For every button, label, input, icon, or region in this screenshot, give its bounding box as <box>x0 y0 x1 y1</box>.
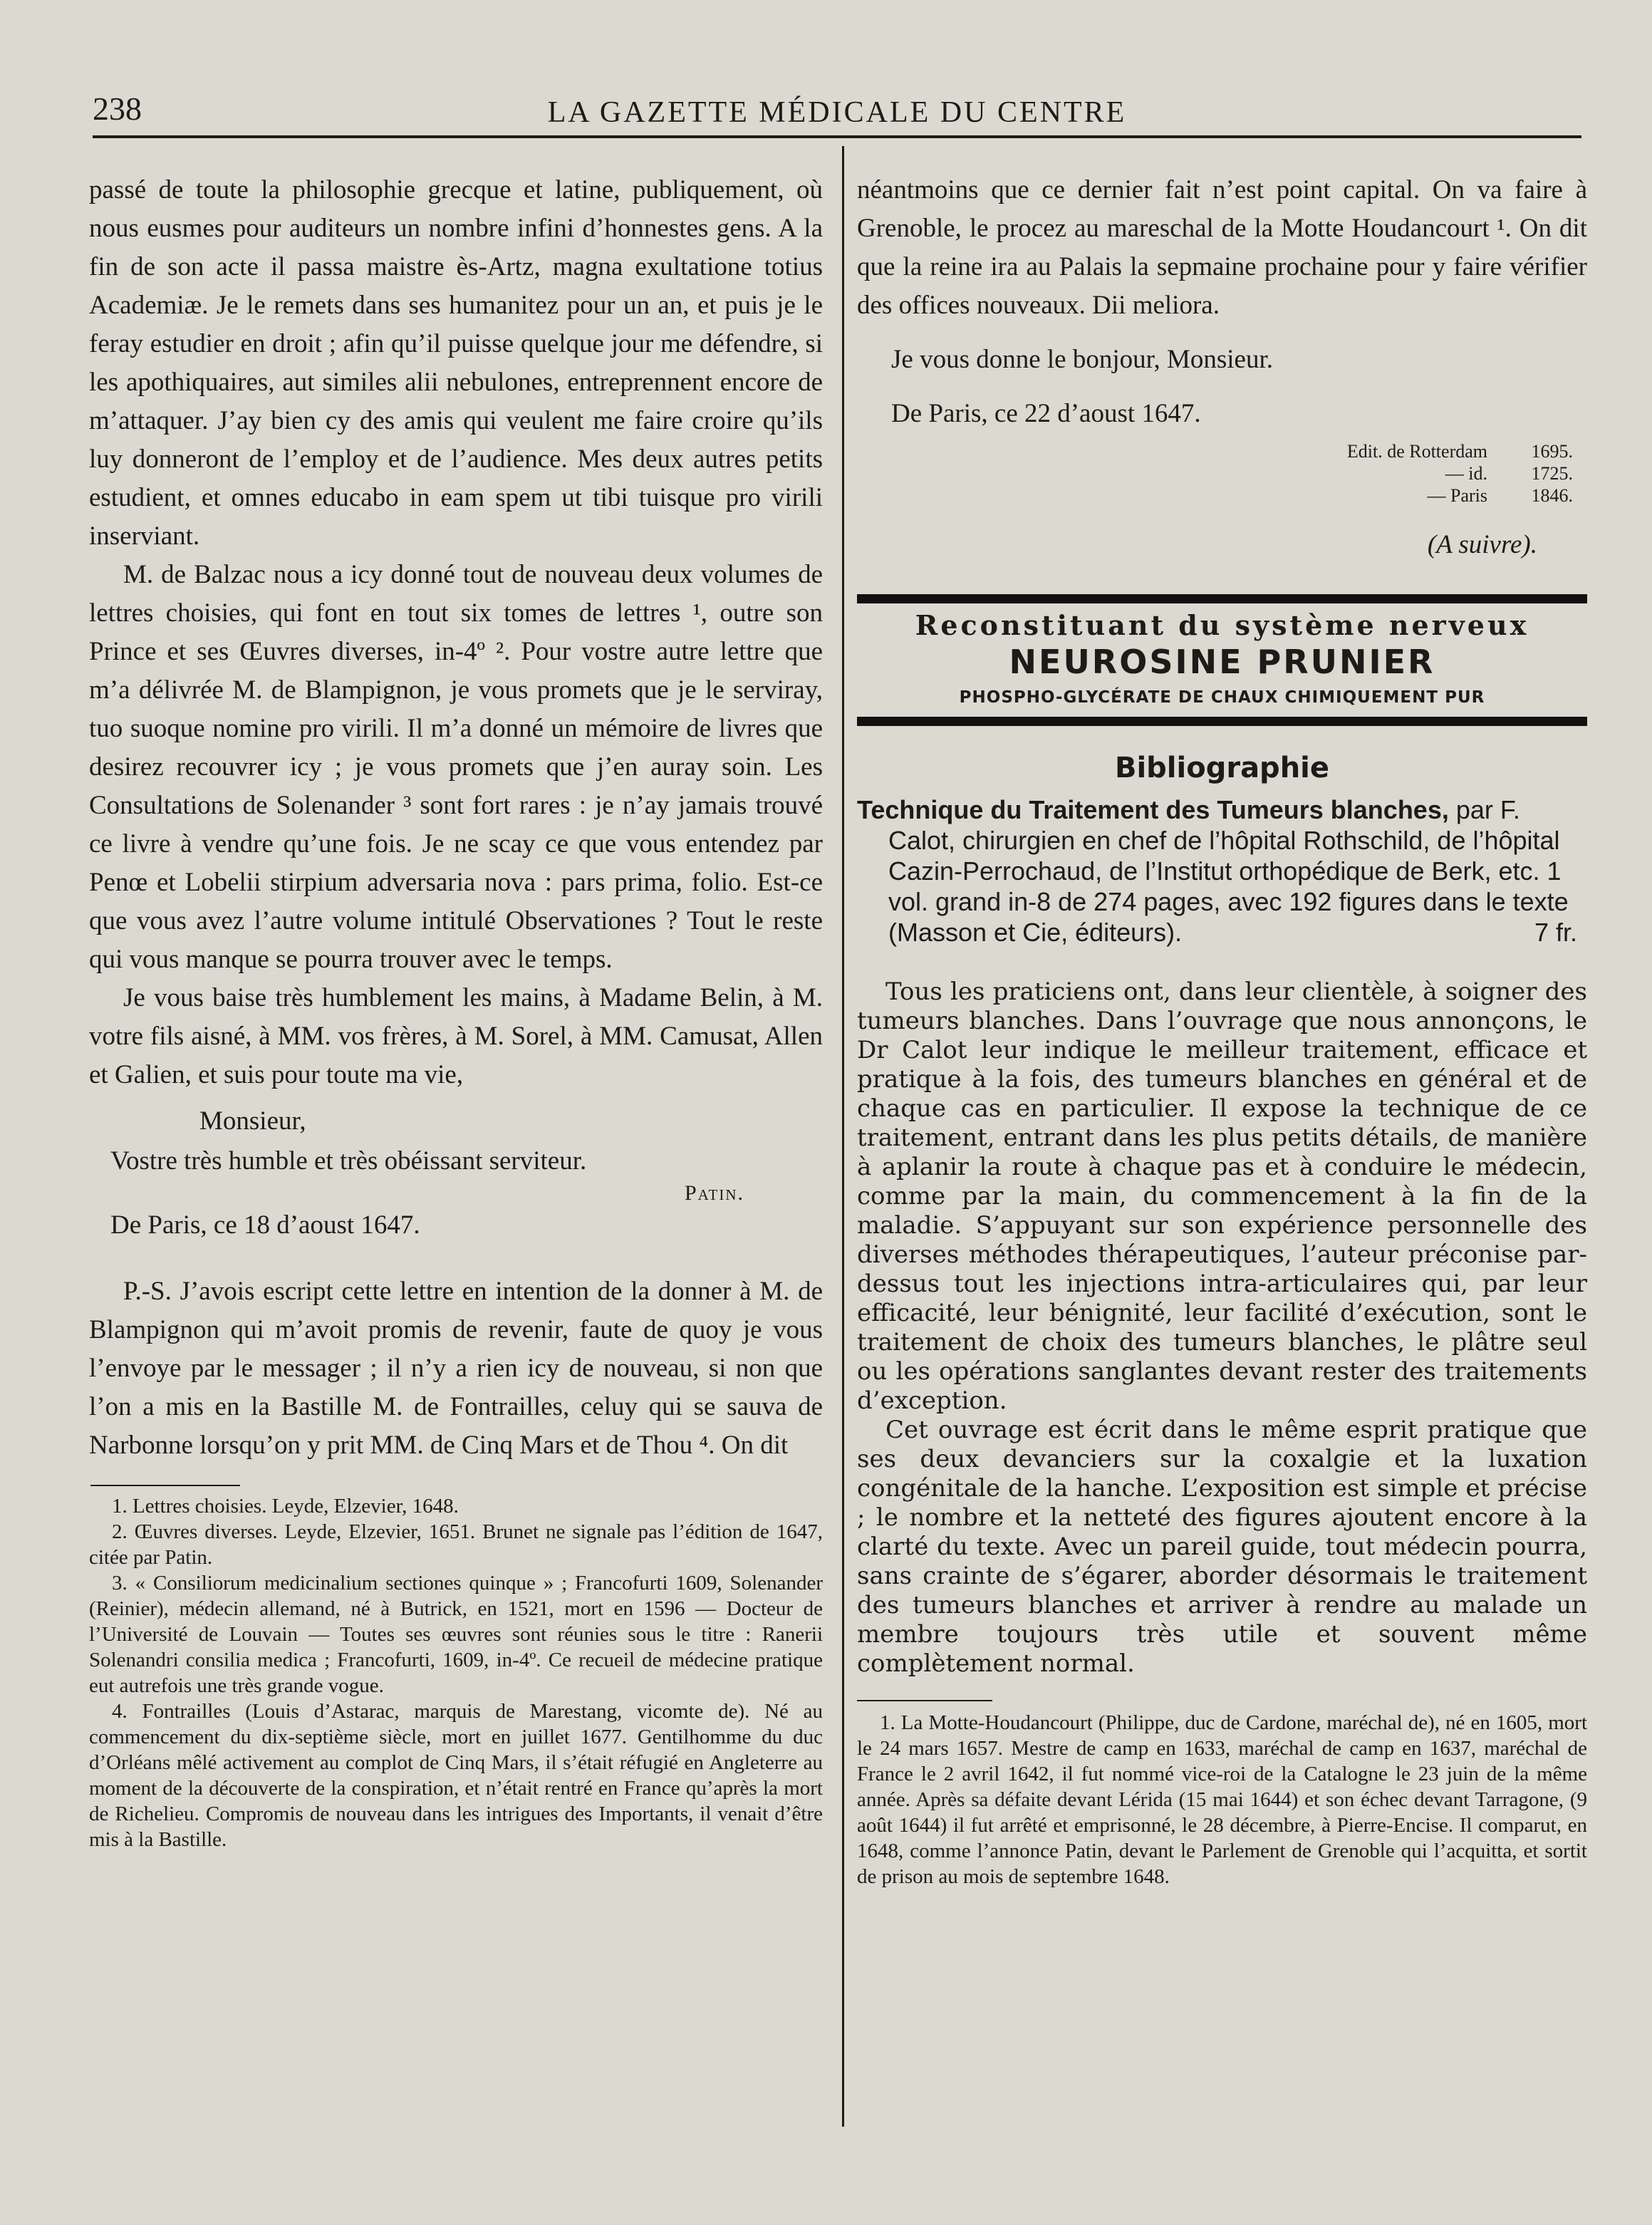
left-column <box>89 171 823 1852</box>
advertisement <box>857 594 1587 726</box>
footnote-rule <box>90 1485 240 1486</box>
book-details: par F. Calot, chirurgien en chef de l’hôpital Rothschild, de l’hôpital Cazin-Perrochaud, de l’Institut orthopédique de Berk, etc. 1 vol. grand in-8 de 274 pages, avec 192 figures dans le texte (Masson et Cie, éditeurs). <box>888 795 1569 947</box>
edition-label: — id. <box>1445 463 1487 484</box>
review-paragraph-1: Tous les praticiens ont, dans leur clientèle, à soigner des tumeurs blanches. Dans l’ouvrage que nous annonçons, le Dr Calot leur indique le meilleur traitement, efficace et pratique à la fois, des tumeurs blanches en général et de chaque cas en particulier. Il expose la technique de ce traitement, entrant dans les plus petits détails, de manière à aplanir la route à chaque pas et à conduire le médecin, comme par la main, du commencement à la fin de la maladie. S’appuyant sur son expérience personnelle des diverses méthodes thérapeutiques, l’auteur préconise par-dessus tout les injections intra-articulaires qui, par leur efficacité, leur bénignité, leur facilité d’exécution, sont le traitement de choix des tumeurs blanches, le plâtre seul ou les opérations sanglantes devant rester des traitements d’exception. <box>857 977 1587 1415</box>
footnote-right-1: 1. La Motte-Houdancourt (Philippe, duc de Cardone, maréchal de), né en 1605, mort le 24 mars 1657. Mestre de camp en 1633, maréchal de camp en 1637, maréchal de France le 2 avril 1642, il fut nommé vice-roi de la Catalogne le 23 juin de la même année. Après sa défaite devant Lérida (15 mai 1644) et son échec devant Tarragone, (9 août 1644) il fut arrêté et emprisonné, le 28 décembre, à Pierre-Encise. Il comparut, en 1648, comme l’annonce Patin, devant le Parlement de Grenoble qui l’acquitta, et sortit de prison au mois de septembre 1648. <box>857 1711 1587 1888</box>
ad-rule-top <box>857 594 1587 603</box>
postscript: P.-S. J’avois escript cette lettre en intention de la donner à M. de Blampignon qui m’avoit promis de revenir, faute de quoy je vous l’envoye par le messager ; il n’y a rien icy de nouveau, si non que l’on a mis en la Bastille M. de Fontrailles, celuy qui se sauva de Narbonne lorsqu’on y prit MM. de Cinq Mars et de Thou ⁴. On dit <box>89 1277 823 1460</box>
letter-salutation: Monsieur, <box>199 1106 306 1136</box>
footnote-3: 3. « Consiliorum medicinalium sectiones quinque » ; Francofurti 1609, Solenander (Reinier), médecin allemand, né à Butrick, en 1521, mort en 1596 — Docteur de l’Université de Louvain — Toutes ses œuvres sont réunies sous le titre : Ranerii Solenandri consilia medica ; Francofurti, 1609, in-4º. Ce recueil de médecine pratique eut autrefois une très grande vogue. <box>89 1572 823 1697</box>
right-column <box>857 171 1587 1889</box>
letter-dateline-2: De Paris, ce 22 d’aoust 1647. <box>891 399 1201 428</box>
page-number: 238 <box>93 90 142 127</box>
to-be-continued: (A suivre). <box>1427 530 1537 559</box>
editions-list <box>857 440 1587 507</box>
edition-year: 1725. <box>1531 463 1573 484</box>
footnote-4: 4. Fontrailles (Louis d’Astarac, marquis de Marestang, vicomte de). Né au commencement du dix-septième siècle, mort en juillet 1677. Gentilhomme du duc d’Orléans mêlé activement au complot de Cinq Mars, il s’était réfugié en Angleterre au moment de la découverte de la conspiration, et n’était rentré en France qu’après la mort de Richelieu. Compromis de nouveau dans les intrigues des Importants, il venait d’être mis à la Bastille. <box>89 1700 823 1851</box>
page-header <box>93 85 1581 135</box>
letter-paragraph-3: Je vous baise très humblement les mains, à Madame Belin, à M. votre fils aisné, à MM. vos frères, à M. Sorel, à MM. Camusat, Allen et Galien, et suis pour toute ma vie, <box>89 983 823 1089</box>
ad-tagline: Reconstituant du système nerveux <box>915 609 1529 641</box>
footnote-rule <box>857 1700 992 1701</box>
footnote-1: 1. Lettres choisies. Leyde, Elzevier, 1648. <box>112 1495 459 1518</box>
letter-paragraph-1: passé de toute la philosophie grecque et latine, publiquement, où nous eusmes pour auditeurs un nombre infini d’honnestes gens. A la fin de son acte il passa maistre ès-Artz, magna exultatione totius Academiæ. Je le remets dans ses humanitez pour un an, et puis je le feray estudier en droit ; afin qu’il puisse quelque jour me défendre, si les apothiquaires, aut similes alii nebulones, entreprennent encore de m’attaquer. J’ay bien cy des amis qui veulent me faire croire qu’ils luy donneront de l’employ et de l’audience. Mes deux autres petits estudient, et omnes educabo in eam spem ut tibi tuisque pro virili inserviant. <box>89 175 823 551</box>
edition-year: 1846. <box>1531 485 1573 506</box>
book-review <box>857 977 1587 1679</box>
letter-signature: Patin. <box>684 1181 744 1205</box>
review-paragraph-2: Cet ouvrage est écrit dans le même esprit pratique que ses deux devanciers sur la coxalgie et la luxation congénitale de la hanche. L’exposition est simple et précise ; le nombre et la netteté des figures ajoutent encore à la clarté du texte. Avec un pareil guide, tout médecin pourra, sans crainte de s’égarer, aborder désormais le traitement des tumeurs blanches et arriver à rendre au malade un membre toujours très utile et souvent même complètement normal. <box>857 1416 1587 1678</box>
ad-description: PHOSPHO-GLYCÉRATE DE CHAUX CHIMIQUEMENT PUR <box>959 688 1485 707</box>
footnote-2: 2. Œuvres diverses. Leyde, Elzevier, 1651. Brunet ne signale pas l’édition de 1647, citée par Patin. <box>89 1520 823 1569</box>
edition-row <box>857 440 1587 462</box>
header-rule <box>93 135 1581 138</box>
edition-year: 1695. <box>1531 441 1573 462</box>
column-divider <box>842 146 844 2127</box>
book-entry <box>857 794 1587 948</box>
letter-farewell: Je vous donne le bonjour, Monsieur. <box>891 345 1273 374</box>
book-price: 7 fr. <box>1534 918 1578 947</box>
letter-dateline: De Paris, ce 18 d’aoust 1647. <box>110 1210 420 1240</box>
edition-label: Edit. de Rotterdam <box>1346 441 1487 462</box>
ad-rule-bottom <box>857 717 1587 726</box>
letter-closing: Vostre très humble et très obéissant serviteur. <box>110 1146 587 1176</box>
edition-label: — Paris <box>1427 485 1487 506</box>
edition-row <box>857 462 1587 484</box>
section-heading-bibliographie: Bibliographie <box>1114 752 1330 784</box>
letter-paragraph-2: M. de Balzac nous a icy donné tout de nouveau deux volumes de lettres choisies, qui font en tout six tomes de lettres ¹, outre son Prince et ses Œuvres diverses, in-4º ². Pour vostre autre lettre que m’a délivrée M. de Blampignon, je vous promets que je le serviray, tuo suoque nomine pro virili. Il m’a donné un mémoire de livres que desirez recouvrer icy ; je vous promets que j’en auray soin. Les Consultations de Solenander ³ sont fort rares : je n’ay jamais trouvé ce livre à vendre qu’une fois. Je ne scay ce que vous entendez par Penœ et Lobelii stirpium adversaria nova : pars prima, folio. Est-ce que vous avez l’autre volume intitulé Observationes ? Tout le reste qui vous manque se pourra trouver avec le temps. <box>89 560 823 974</box>
ad-product-name: NEUROSINE PRUNIER <box>1009 643 1435 681</box>
running-title: LA GAZETTE MÉDICALE DU CENTRE <box>547 96 1127 129</box>
edition-row <box>857 484 1587 507</box>
letter-continuation: néantmoins que ce dernier fait n’est point capital. On va faire à Grenoble, le procez au mareschal de la Motte Houdancourt ¹. On dit que la reine ira au Palais la sepmaine prochaine pour y faire vérifier des offices nouveaux. Dii meliora. <box>857 175 1587 320</box>
book-title: Technique du Traitement des Tumeurs blanches, <box>857 795 1449 824</box>
